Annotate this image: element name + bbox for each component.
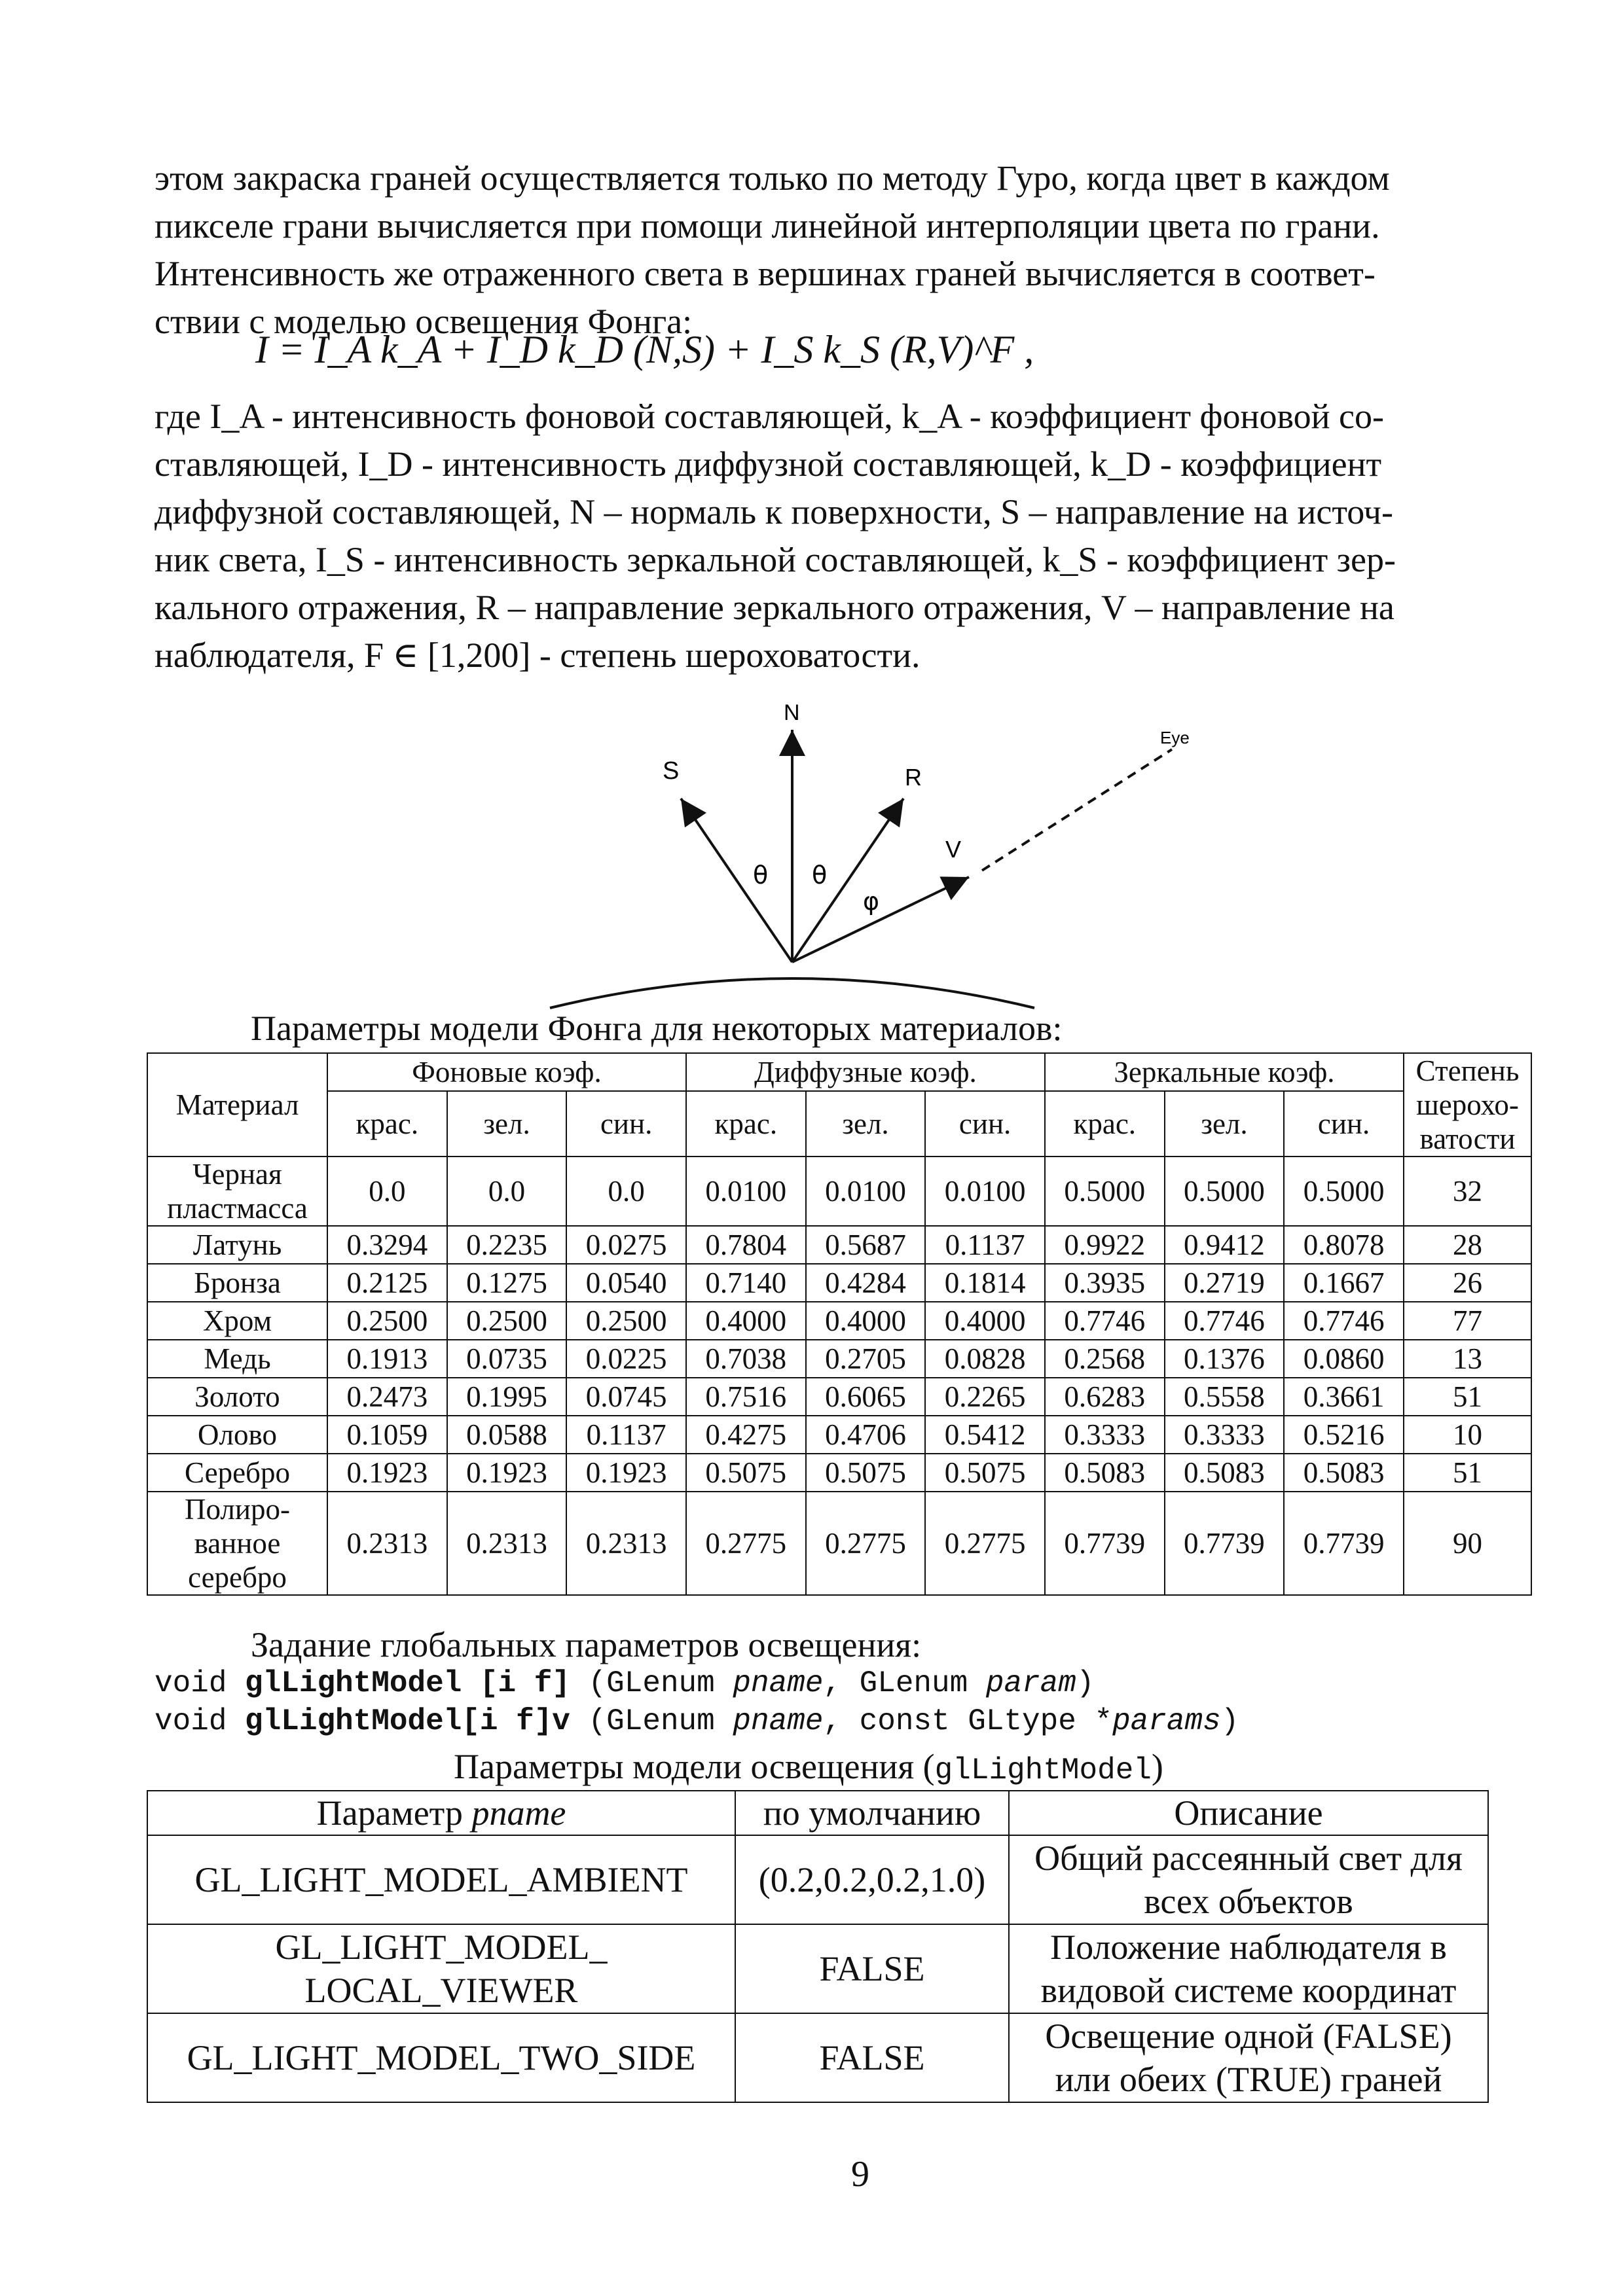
material-roughness: 26 xyxy=(1404,1264,1531,1302)
materials-caption: Параметры модели Фонга для некоторых материалов: xyxy=(251,1009,1063,1048)
material-value: 0.5075 xyxy=(806,1454,926,1492)
header-ambient: Фоновые коэф. xyxy=(327,1053,686,1091)
table-row xyxy=(147,1454,1531,1492)
code1-arg1: pname xyxy=(733,1666,824,1700)
materials-table-body xyxy=(147,1157,1531,1595)
table-row xyxy=(147,1924,1488,2013)
material-value: 0.3333 xyxy=(1045,1416,1165,1454)
material-value: 0.1376 xyxy=(1165,1340,1285,1378)
material-value: 0.6283 xyxy=(1045,1378,1165,1416)
material-value: 0.2719 xyxy=(1165,1264,1285,1302)
material-value: 0.2125 xyxy=(327,1264,447,1302)
explanation-line-3: диффузной составляющей, N – нормаль к поверхности, S – направление на источ- xyxy=(155,492,1393,531)
material-value: 0.0100 xyxy=(925,1157,1045,1226)
explanation-line-5: кального отражения, R – направление зеркального отражения, V – направление на xyxy=(155,588,1395,627)
material-value: 0.7739 xyxy=(1165,1492,1285,1595)
material-value: 0.0 xyxy=(327,1157,447,1226)
lightmodel-default: FALSE xyxy=(735,2013,1009,2102)
material-name: Полиро-ванное серебро xyxy=(147,1492,327,1595)
lightmodel-default: FALSE xyxy=(735,1924,1009,2013)
material-value: 0.1995 xyxy=(447,1378,567,1416)
material-value: 0.0745 xyxy=(566,1378,686,1416)
code2-arg1: pname xyxy=(733,1704,824,1738)
material-value: 0.5000 xyxy=(1045,1157,1165,1226)
material-value: 0.1923 xyxy=(327,1454,447,1492)
intro-line-4: ствии с моделью освещения Фонга: xyxy=(155,302,693,341)
lightmodel-caption-text: Параметры модели освещения ( xyxy=(454,1747,935,1786)
code2-kw: void xyxy=(155,1704,227,1738)
material-roughness: 13 xyxy=(1404,1340,1531,1378)
code2-fn: glLightModel[i f]v xyxy=(245,1704,570,1738)
material-value: 0.5216 xyxy=(1284,1416,1404,1454)
material-value: 0.5000 xyxy=(1165,1157,1285,1226)
sub-ambient-green: зел. xyxy=(447,1091,567,1157)
label-eye: Eye xyxy=(1160,728,1190,747)
code2-rest-b: , const GLtype * xyxy=(823,1704,1113,1738)
code-line-1 xyxy=(155,1666,1095,1700)
lightmodel-caption-close: ) xyxy=(1151,1747,1163,1786)
material-value: 0.2775 xyxy=(686,1492,806,1595)
material-value: 0.2313 xyxy=(327,1492,447,1595)
label-v: V xyxy=(945,836,962,863)
intro-paragraph xyxy=(155,154,1503,346)
material-value: 0.4000 xyxy=(925,1302,1045,1340)
sub-diffuse-green: зел. xyxy=(806,1091,926,1157)
material-roughness: 51 xyxy=(1404,1378,1531,1416)
material-value: 0.5687 xyxy=(806,1226,926,1264)
label-r: R xyxy=(905,764,922,791)
table-row xyxy=(147,1492,1531,1595)
lightmodel-caption-code: glLightModel xyxy=(934,1753,1152,1787)
material-name: Латунь xyxy=(147,1226,327,1264)
material-value: 0.7516 xyxy=(686,1378,806,1416)
material-value: 0.5000 xyxy=(1284,1157,1404,1226)
table-row xyxy=(147,1302,1531,1340)
header-diffuse: Диффузные коэф. xyxy=(686,1053,1045,1091)
materials-table xyxy=(147,1052,1532,1596)
sub-specular-red: крас. xyxy=(1045,1091,1165,1157)
material-value: 0.5083 xyxy=(1045,1454,1165,1492)
table-row xyxy=(147,1416,1531,1454)
table-row xyxy=(147,1340,1531,1378)
table-row xyxy=(147,2013,1488,2102)
intro-line-3: Интенсивность же отраженного света в вершинах граней вычисляется в соответ- xyxy=(155,254,1376,293)
material-value: 0.3333 xyxy=(1165,1416,1285,1454)
material-value: 0.1137 xyxy=(566,1416,686,1454)
material-value: 0.0225 xyxy=(566,1340,686,1378)
material-value: 0.1913 xyxy=(327,1340,447,1378)
material-value: 0.4706 xyxy=(806,1416,926,1454)
explanation-line-6: наблюдателя, F ∈ [1,200] - степень шероховатости. xyxy=(155,636,921,675)
material-value: 0.2568 xyxy=(1045,1340,1165,1378)
material-value: 0.7739 xyxy=(1284,1492,1404,1595)
material-value: 0.0 xyxy=(566,1157,686,1226)
material-value: 0.4275 xyxy=(686,1416,806,1454)
material-value: 0.5075 xyxy=(686,1454,806,1492)
label-theta-2: θ xyxy=(812,861,828,889)
material-value: 0.9922 xyxy=(1045,1226,1165,1264)
view-arrow xyxy=(792,877,969,962)
material-value: 0.3935 xyxy=(1045,1264,1165,1302)
material-value: 0.7746 xyxy=(1045,1302,1165,1340)
lightmodel-param: GL_LIGHT_MODEL_AMBIENT xyxy=(147,1835,735,1924)
table-row xyxy=(147,1264,1531,1302)
material-name: Серебро xyxy=(147,1454,327,1492)
material-value: 0.8078 xyxy=(1284,1226,1404,1264)
material-value: 0.3294 xyxy=(327,1226,447,1264)
header-material: Материал xyxy=(147,1053,327,1157)
explanation-line-1: где I_A - интенсивность фоновой составляющей, k_A - коэффициент фоновой со- xyxy=(155,397,1384,436)
material-value: 0.4000 xyxy=(686,1302,806,1340)
material-value: 0.0735 xyxy=(447,1340,567,1378)
code2-rest-a: (GLenum xyxy=(588,1704,715,1738)
material-value: 0.2473 xyxy=(327,1378,447,1416)
global-params-heading: Задание глобальных параметров освещения: xyxy=(251,1625,922,1664)
label-phi: φ xyxy=(863,887,880,916)
code1-fn: glLightModel [i f] xyxy=(245,1666,570,1700)
material-value: 0.7140 xyxy=(686,1264,806,1302)
material-value: 0.0275 xyxy=(566,1226,686,1264)
material-value: 0.2235 xyxy=(447,1226,567,1264)
explanation-line-2: ставляющей, I_D - интенсивность диффузной составляющей, k_D - коэффициент xyxy=(155,444,1382,484)
intro-line-2: пикселе грани вычисляется при помощи линейной интерполяции цвета по грани. xyxy=(155,206,1380,245)
material-name: Олово xyxy=(147,1416,327,1454)
material-value: 0.2313 xyxy=(447,1492,567,1595)
material-roughness: 28 xyxy=(1404,1226,1531,1264)
lm-header-param-text: Параметр xyxy=(316,1793,472,1833)
material-value: 0.7746 xyxy=(1284,1302,1404,1340)
lm-header-default: по умолчанию xyxy=(735,1791,1009,1835)
material-value: 0.5075 xyxy=(925,1454,1045,1492)
lightmodel-default: (0.2,0.2,0.2,1.0) xyxy=(735,1835,1009,1924)
lm-header-param-italic: pname xyxy=(471,1793,566,1833)
material-roughness: 77 xyxy=(1404,1302,1531,1340)
code1-rest-c: ) xyxy=(1076,1666,1095,1700)
material-value: 0.1814 xyxy=(925,1264,1045,1302)
material-value: 0.5083 xyxy=(1284,1454,1404,1492)
material-value: 0.2265 xyxy=(925,1378,1045,1416)
material-value: 0.2500 xyxy=(447,1302,567,1340)
material-value: 0.6065 xyxy=(806,1378,926,1416)
material-value: 0.0 xyxy=(447,1157,567,1226)
intro-line-1: этом закраска граней осуществляется только по методу Гуро, когда цвет в каждом xyxy=(155,158,1390,198)
material-value: 0.1667 xyxy=(1284,1264,1404,1302)
label-theta-1: θ xyxy=(753,861,769,889)
material-value: 0.2705 xyxy=(806,1340,926,1378)
sub-diffuse-blue: син. xyxy=(925,1091,1045,1157)
material-value: 0.1275 xyxy=(447,1264,567,1302)
code2-arg2: params xyxy=(1112,1704,1221,1738)
material-value: 0.4284 xyxy=(806,1264,926,1302)
material-value: 0.7038 xyxy=(686,1340,806,1378)
material-value: 0.0860 xyxy=(1284,1340,1404,1378)
header-roughness: Степень шерохо-ватости xyxy=(1404,1053,1531,1157)
material-name: Медь xyxy=(147,1340,327,1378)
table-row xyxy=(147,1378,1531,1416)
reflection-diagram xyxy=(524,700,1218,1014)
table-row xyxy=(147,1157,1531,1226)
sub-ambient-blue: син. xyxy=(566,1091,686,1157)
material-value: 0.5558 xyxy=(1165,1378,1285,1416)
material-value: 0.2500 xyxy=(566,1302,686,1340)
material-value: 0.1137 xyxy=(925,1226,1045,1264)
material-name: Золото xyxy=(147,1378,327,1416)
material-value: 0.1923 xyxy=(566,1454,686,1492)
label-n: N xyxy=(784,700,800,725)
sub-ambient-red: крас. xyxy=(327,1091,447,1157)
material-value: 0.9412 xyxy=(1165,1226,1285,1264)
code1-arg2: param xyxy=(985,1666,1076,1700)
code2-rest-c: ) xyxy=(1220,1704,1239,1738)
material-value: 0.1059 xyxy=(327,1416,447,1454)
code1-rest-b: , GLenum xyxy=(823,1666,968,1700)
sub-diffuse-red: крас. xyxy=(686,1091,806,1157)
material-value: 0.0828 xyxy=(925,1340,1045,1378)
material-value: 0.2775 xyxy=(806,1492,926,1595)
material-value: 0.2313 xyxy=(566,1492,686,1595)
material-name: Бронза xyxy=(147,1264,327,1302)
sub-specular-green: зел. xyxy=(1165,1091,1285,1157)
lightmodel-param: GL_LIGHT_MODEL_TWO_SIDE xyxy=(147,2013,735,2102)
eye-line xyxy=(982,749,1172,870)
material-value: 0.2500 xyxy=(327,1302,447,1340)
phong-formula: I = I_A k_A + I_D k_D (N,S) + I_S k_S (R,V)^F , xyxy=(255,328,1034,371)
material-value: 0.2775 xyxy=(925,1492,1045,1595)
material-value: 0.3661 xyxy=(1284,1378,1404,1416)
explanation-paragraph xyxy=(155,393,1503,679)
material-roughness: 51 xyxy=(1404,1454,1531,1492)
code1-kw: void xyxy=(155,1666,227,1700)
label-s: S xyxy=(663,757,680,785)
code-line-2 xyxy=(155,1704,1239,1738)
light-arrow xyxy=(681,798,792,962)
header-specular: Зеркальные коэф. xyxy=(1045,1053,1404,1091)
material-value: 0.7804 xyxy=(686,1226,806,1264)
material-value: 0.5412 xyxy=(925,1416,1045,1454)
surface-curve xyxy=(550,978,1034,1008)
material-name: Хром xyxy=(147,1302,327,1340)
table-row xyxy=(147,1835,1488,1924)
material-value: 0.0588 xyxy=(447,1416,567,1454)
material-value: 0.7746 xyxy=(1165,1302,1285,1340)
material-roughness: 10 xyxy=(1404,1416,1531,1454)
material-value: 0.5083 xyxy=(1165,1454,1285,1492)
material-value: 0.0100 xyxy=(806,1157,926,1226)
material-value: 0.4000 xyxy=(806,1302,926,1340)
lightmodel-table-body xyxy=(147,1835,1488,2102)
lightmodel-desc: Общий рассеянный свет для всех объектов xyxy=(1009,1835,1488,1924)
lm-header-desc: Описание xyxy=(1009,1791,1488,1835)
table-row xyxy=(147,1226,1531,1264)
lightmodel-desc: Освещение одной (FALSE) или обеих (TRUE) граней xyxy=(1009,2013,1488,2102)
material-value: 0.7739 xyxy=(1045,1492,1165,1595)
lightmodel-desc: Положение наблюдателя в видовой системе координат xyxy=(1009,1924,1488,2013)
material-value: 0.1923 xyxy=(447,1454,567,1492)
material-roughness: 32 xyxy=(1404,1157,1531,1226)
sub-specular-blue: син. xyxy=(1284,1091,1404,1157)
reflect-arrow xyxy=(792,798,903,962)
explanation-line-4: ник света, I_S - интенсивность зеркальной составляющей, k_S - коэффициент зер- xyxy=(155,540,1396,579)
material-value: 0.0540 xyxy=(566,1264,686,1302)
lm-header-param xyxy=(147,1791,735,1835)
lightmodel-table xyxy=(147,1790,1489,2103)
lightmodel-caption xyxy=(454,1746,1163,1787)
material-value: 0.0100 xyxy=(686,1157,806,1226)
material-roughness: 90 xyxy=(1404,1492,1531,1595)
code1-rest-a: (GLenum xyxy=(588,1666,715,1700)
page-number: 9 xyxy=(851,2154,869,2195)
material-name: Черная пластмасса xyxy=(147,1157,327,1226)
lightmodel-param: GL_LIGHT_MODEL_ LOCAL_VIEWER xyxy=(147,1924,735,2013)
